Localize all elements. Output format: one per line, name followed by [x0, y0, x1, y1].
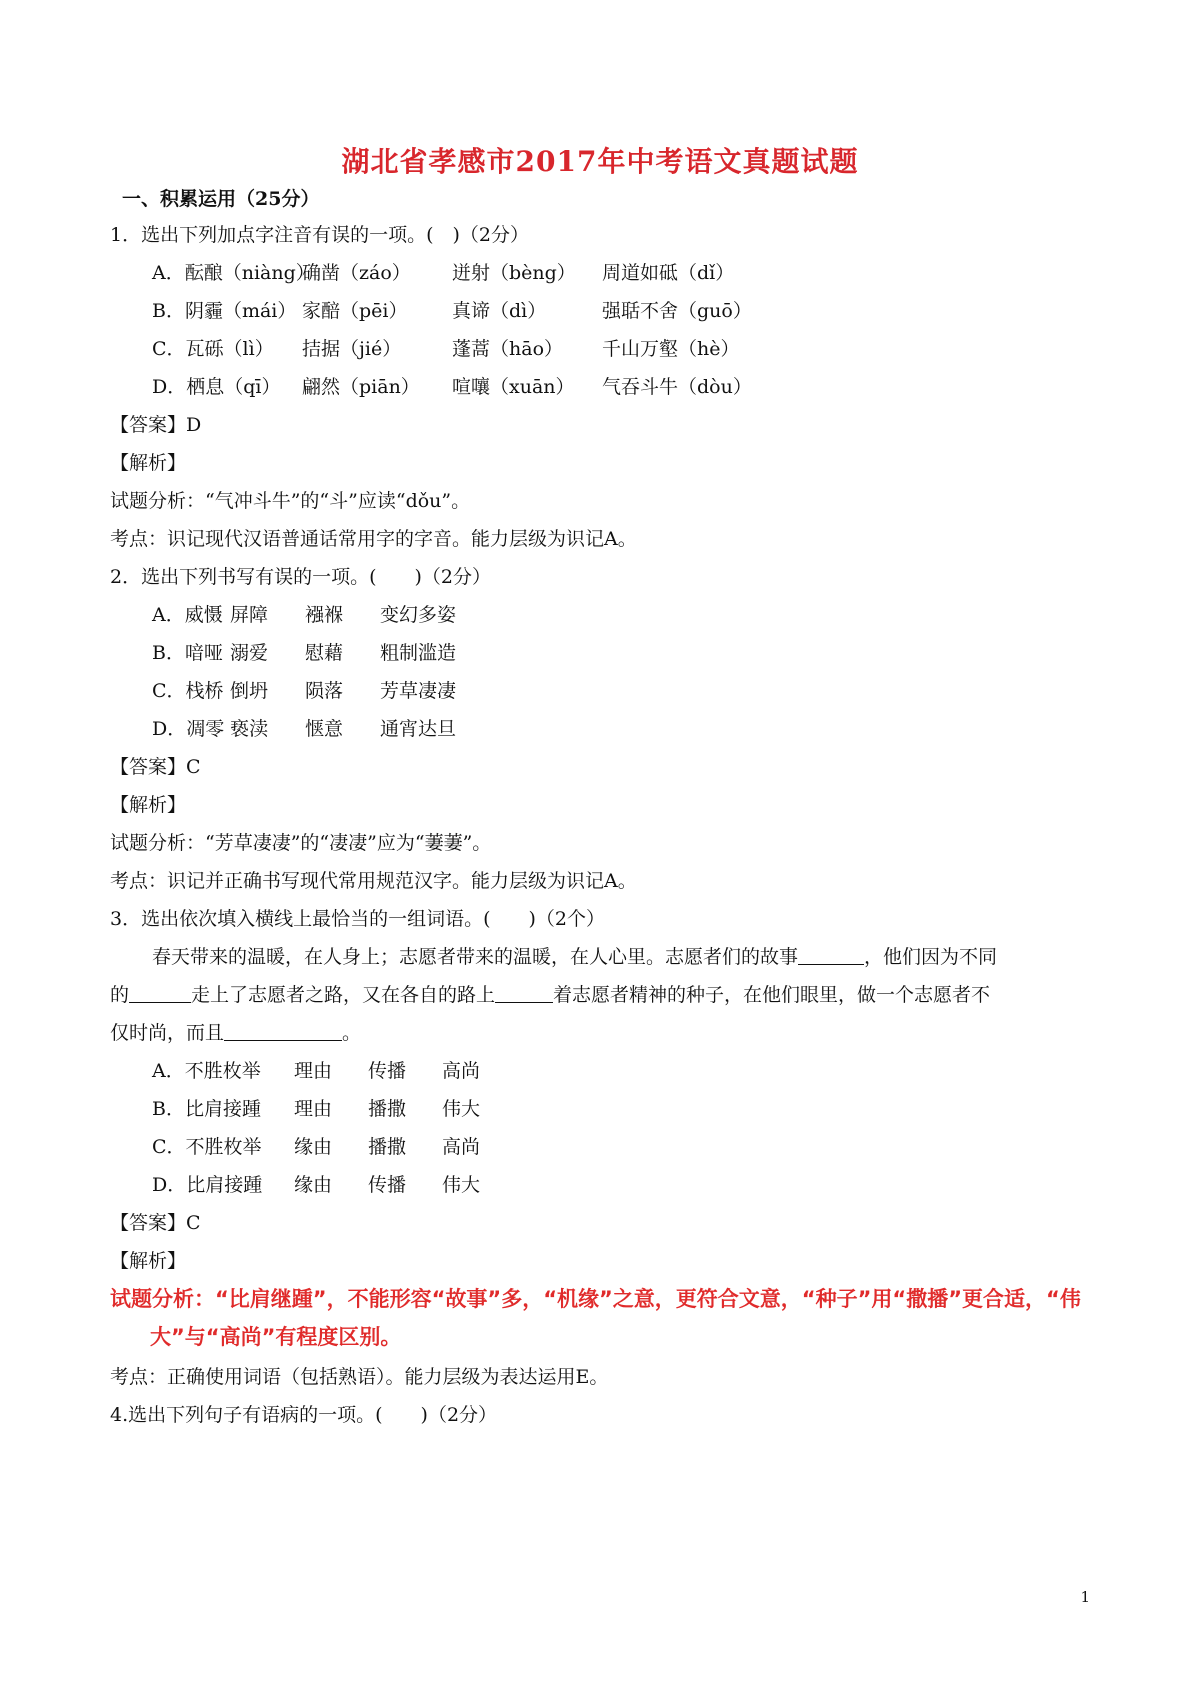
q1-point: 考点：识记现代汉语普通话常用字的字音。能力层级为识记A。 [110, 528, 637, 550]
option-cell: A．不胜枚举 [152, 1060, 261, 1082]
passage-text: 。 [342, 1022, 362, 1044]
option-cell: 高尚 [442, 1136, 481, 1158]
document-title: 湖北省孝感市2017年中考语文真题试题 [341, 145, 859, 178]
option-cell: C．不胜枚举 [152, 1136, 262, 1158]
option-cell: 芳草凄凄 [380, 680, 457, 702]
q1-option-a [152, 260, 734, 286]
passage-text: ，他们因为不同 [864, 946, 998, 968]
q1-analysis-label: 【解析】 [110, 452, 187, 474]
q3-option-a [152, 1058, 480, 1084]
passage-text: 走上了志愿者之路，又在各自的路上 [191, 984, 496, 1006]
fill-blank [224, 1020, 342, 1041]
option-cell: 慰藉 [305, 642, 344, 664]
option-cell: 蓬蒿（hāo） [452, 338, 564, 360]
passage-text: 着志愿者精神的种子，在他们眼里，做一个志愿者不 [553, 984, 991, 1006]
option-cell: 播撒 [368, 1098, 407, 1120]
option-cell: D．比肩接踵 [152, 1174, 263, 1196]
q2-analysis: 试题分析：“芳草凄凄”的“凄凄”应为“萋萋”。 [110, 832, 492, 854]
q1-option-c [152, 336, 739, 362]
option-cell: 传播 [368, 1174, 407, 1196]
option-cell: 翩然（piān） [302, 376, 420, 398]
fill-blank [495, 982, 553, 1003]
q1-answer: 【答案】D [110, 414, 202, 436]
option-cell: C．瓦砾（lì） [152, 338, 274, 360]
section-heading: 一、积累运用（25分） [122, 188, 320, 210]
option-cell: 缘由 [294, 1136, 333, 1158]
q2-answer: 【答案】C [110, 756, 201, 778]
q2-analysis-label: 【解析】 [110, 794, 187, 816]
option-cell: 理由 [294, 1060, 333, 1082]
question-3-stem: 3．选出依次填入横线上最恰当的一组词语。( )（2个） [110, 908, 606, 930]
q3-passage-line-1 [152, 944, 997, 970]
option-cell: 千山万壑（hè） [602, 338, 740, 360]
option-cell: B．喑哑 [152, 642, 223, 664]
option-cell: 喧嚷（xuān） [452, 376, 575, 398]
q2-option-c [152, 678, 456, 704]
passage-text: 的 [110, 984, 130, 1006]
option-cell: 襁褓 [305, 604, 344, 626]
option-cell: C．栈桥 [152, 680, 224, 702]
q3-analysis-line-2: 大”与“高尚”有程度区别。 [150, 1325, 402, 1349]
option-cell: 播撒 [368, 1136, 407, 1158]
page-number: 1 [1080, 1588, 1090, 1606]
option-cell: 拮据（jié） [302, 338, 402, 360]
option-cell: 粗制滥造 [380, 642, 457, 664]
option-cell: A．威慑 [152, 604, 223, 626]
q3-passage-line-2 [110, 982, 990, 1008]
option-cell: 强聒不舍（guō） [602, 300, 752, 322]
question-4-stem: 4.选出下列句子有语病的一项。( )（2分） [110, 1404, 498, 1426]
option-cell: 缘由 [294, 1174, 333, 1196]
option-cell: A．酝酿（niàng） [152, 262, 315, 284]
q1-analysis: 试题分析：“气冲斗牛”的“斗”应读“dǒu”。 [110, 490, 471, 512]
option-cell: 传播 [368, 1060, 407, 1082]
q3-analysis-label: 【解析】 [110, 1250, 187, 1272]
option-cell: B．比肩接踵 [152, 1098, 261, 1120]
option-cell: 确凿（záo） [302, 262, 411, 284]
q3-analysis-line-1: 试题分析：“比肩继踵”，不能形容“故事”多，“机缘”之意，更符合文意，“种子”用“撒播”更合适，“伟 [110, 1287, 1081, 1311]
passage-text: 春天带来的温暖，在人身上；志愿者带来的温暖，在人心里。志愿者们的故事 [152, 946, 799, 968]
option-cell: 高尚 [442, 1060, 481, 1082]
option-cell: 家醅（pēi） [302, 300, 408, 322]
q3-point: 考点：正确使用词语（包括熟语）。能力层级为表达运用E。 [110, 1366, 609, 1388]
question-2-stem: 2．选出下列书写有误的一项。( )（2分） [110, 566, 492, 588]
option-cell: 溺爱 [230, 642, 269, 664]
q2-option-b [152, 640, 456, 666]
option-cell: 气吞斗牛（dòu） [602, 376, 752, 398]
option-cell: 屏障 [230, 604, 269, 626]
option-cell: D．凋零 [152, 718, 225, 740]
option-cell: B．阴霾（mái） [152, 300, 297, 322]
option-cell: 伟大 [442, 1174, 481, 1196]
q3-option-c [152, 1134, 480, 1160]
option-cell: 倒坍 [230, 680, 269, 702]
q2-option-d [152, 716, 456, 742]
fill-blank [798, 944, 864, 965]
fill-blank [129, 982, 191, 1003]
option-cell: 陨落 [305, 680, 344, 702]
option-cell: 通宵达旦 [380, 718, 457, 740]
option-cell: 真谛（dì） [452, 300, 547, 322]
q3-passage-line-3 [110, 1020, 361, 1046]
option-cell: 惬意 [305, 718, 344, 740]
q3-answer: 【答案】C [110, 1212, 201, 1234]
option-cell: 理由 [294, 1098, 333, 1120]
option-cell: D．栖息（qī） [152, 376, 281, 398]
q1-option-b [152, 298, 752, 324]
q2-option-a [152, 602, 456, 628]
q3-option-b [152, 1096, 480, 1122]
option-cell: 迸射（bèng） [452, 262, 576, 284]
q3-option-d [152, 1172, 480, 1198]
option-cell: 周道如砥（dǐ） [602, 262, 735, 284]
option-cell: 变幻多姿 [380, 604, 457, 626]
q1-option-d [152, 374, 752, 400]
q2-point: 考点：识记并正确书写现代常用规范汉字。能力层级为识记A。 [110, 870, 637, 892]
option-cell: 伟大 [442, 1098, 481, 1120]
question-1-stem: 1．选出下列加点字注音有误的一项。( )（2分） [110, 224, 530, 246]
passage-text: 仅时尚，而且 [110, 1022, 225, 1044]
option-cell: 亵渎 [230, 718, 269, 740]
